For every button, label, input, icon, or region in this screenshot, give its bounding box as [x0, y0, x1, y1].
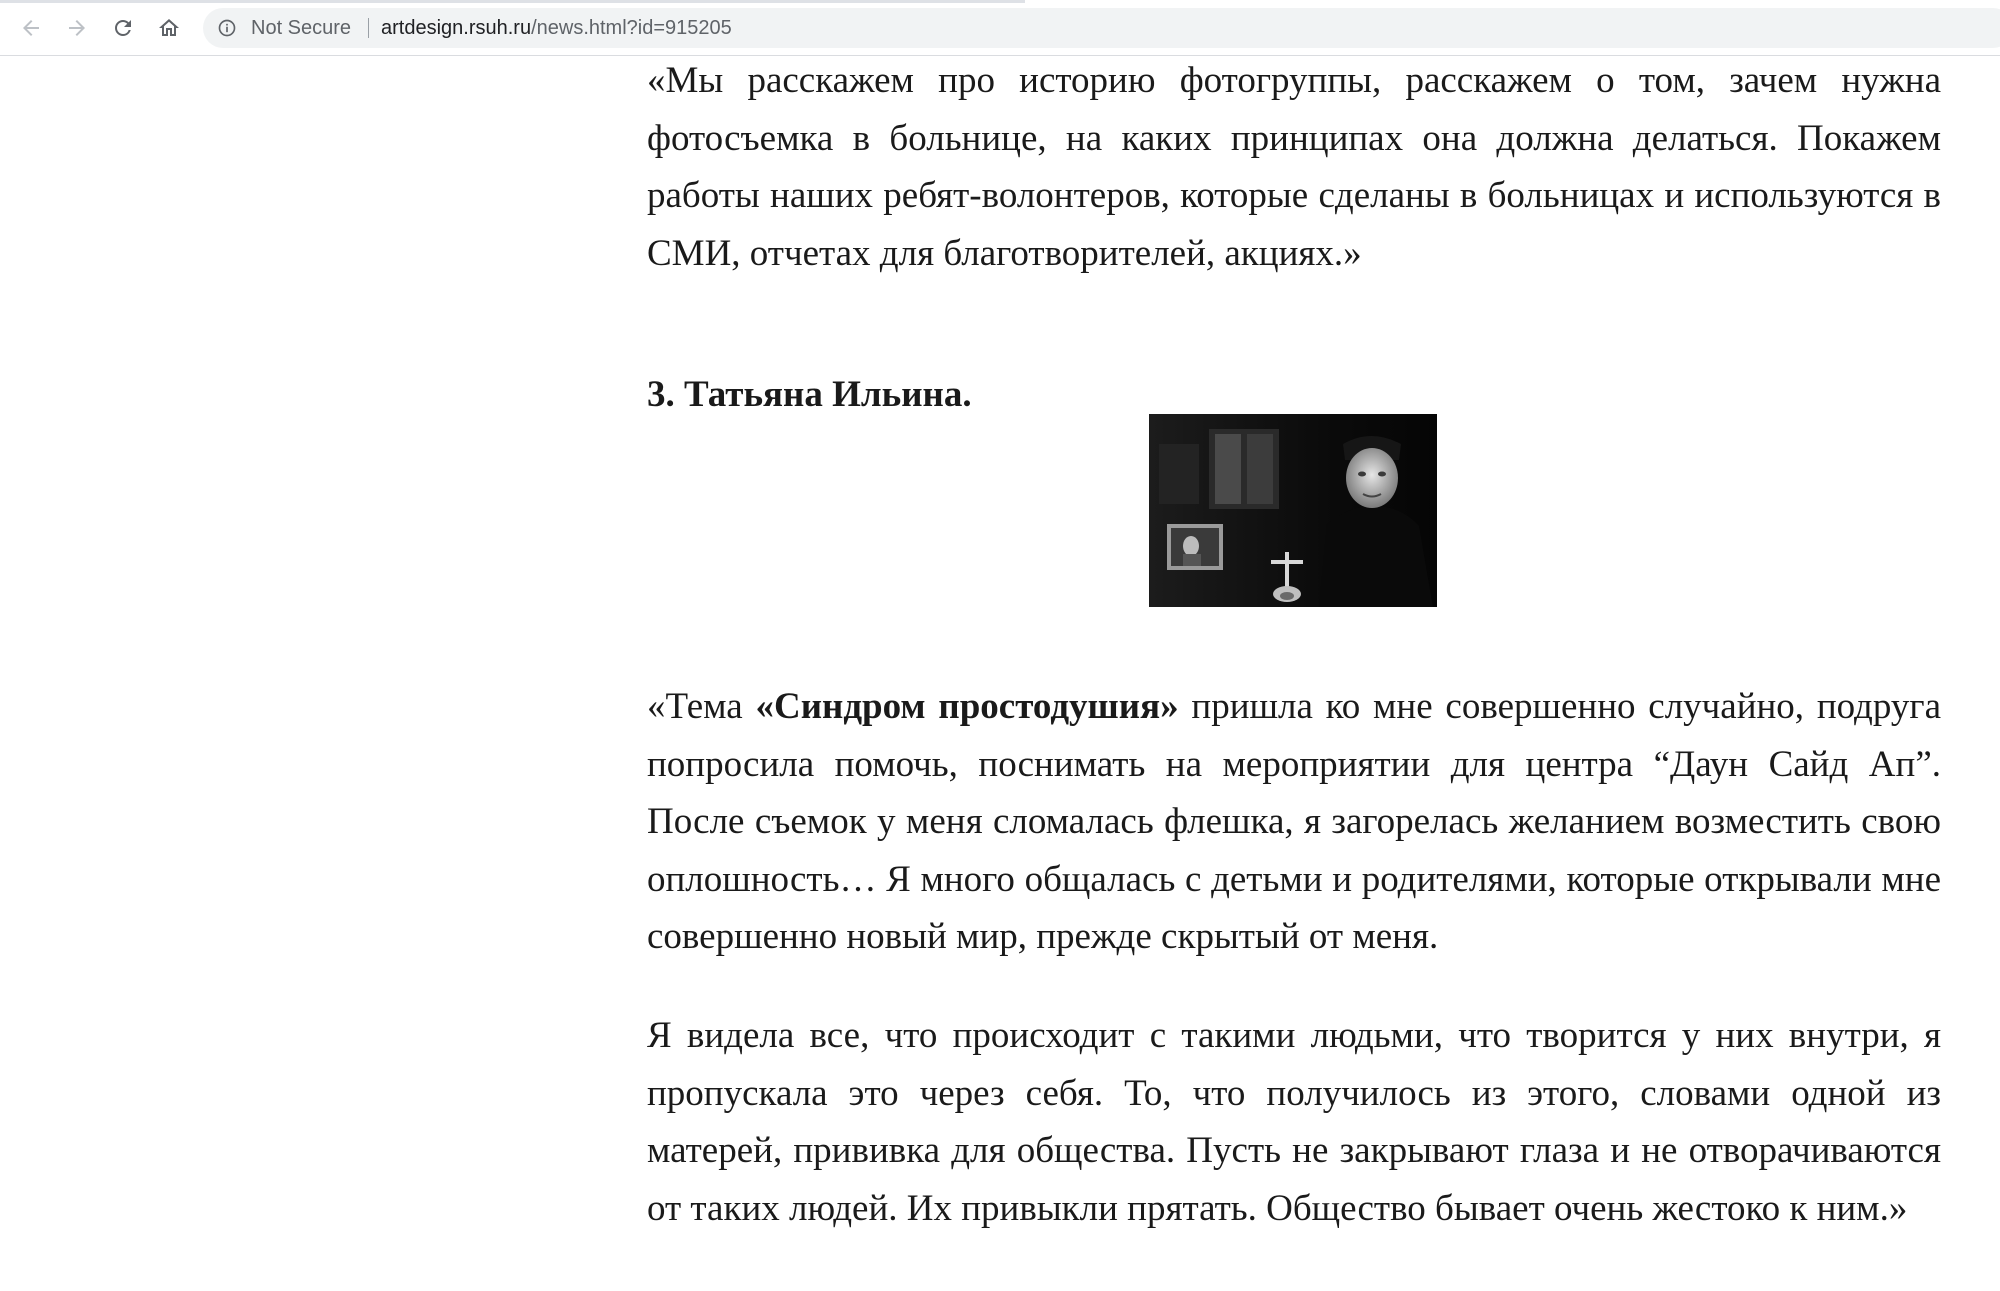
security-status-label[interactable]: Not Secure [251, 17, 352, 39]
photo-image [1149, 414, 1437, 607]
arrow-left-icon [19, 16, 43, 40]
forward-button[interactable] [59, 10, 95, 46]
home-button[interactable] [151, 10, 187, 46]
paragraph-text: «Тема [647, 686, 756, 727]
back-button[interactable] [13, 10, 49, 46]
article-paragraph: Я видела все, что происходит с такими людьми, что творится у них внутри, я пропускала это через себя. То, что получилось из этого, словами одной из матерей, прививка для общества. Пусть не закрывают глаза и не отворачиваются от таких людей. Их привыкли прятать. Общество бывает очень жестоко к ним.» [647, 1015, 1941, 1229]
url-host: artdesign.rsuh.ru [381, 17, 532, 39]
article-photo [1149, 414, 1437, 607]
reload-icon [111, 16, 135, 40]
reload-button[interactable] [105, 10, 141, 46]
section-heading: 3. Татьяна Ильина. [647, 374, 972, 415]
info-circle-icon[interactable] [217, 18, 237, 38]
browser-toolbar [0, 0, 2000, 56]
url-path: /news.html?id=915205 [531, 17, 732, 39]
url-text[interactable] [381, 8, 732, 48]
tab-strip [0, 0, 2000, 3]
arrow-right-icon [65, 16, 89, 40]
article-paragraph: «Мы расскажем про историю фотогруппы, расскажем о том, зачем нужна фотосъемка в больнице, на каких принципах она должна делаться. Покажем работы наших ребят-волонтеров, которые сделаны в больницах и используются в СМИ, отчетах для благотворителей, акциях.» [647, 60, 1941, 274]
bold-title: «Синдром простодушия» [755, 686, 1179, 727]
address-bar-divider [368, 18, 369, 38]
article-paragraph [647, 678, 1941, 966]
active-tab-edge [1025, 0, 2000, 3]
address-bar[interactable] [203, 8, 2000, 48]
paragraph-text: пришла ко мне совершенно случайно, подруга попросила помочь, поснимать на мероприятии для центра “Даун Сайд Ап”. После съемок у меня сломалась флешка, я загорелась желанием возместить свою оплошность… Я много общалась с детьми и родителями, которые открывали мне совершенно новый мир, прежде скрытый от меня. [647, 686, 1941, 957]
home-icon [157, 16, 181, 40]
